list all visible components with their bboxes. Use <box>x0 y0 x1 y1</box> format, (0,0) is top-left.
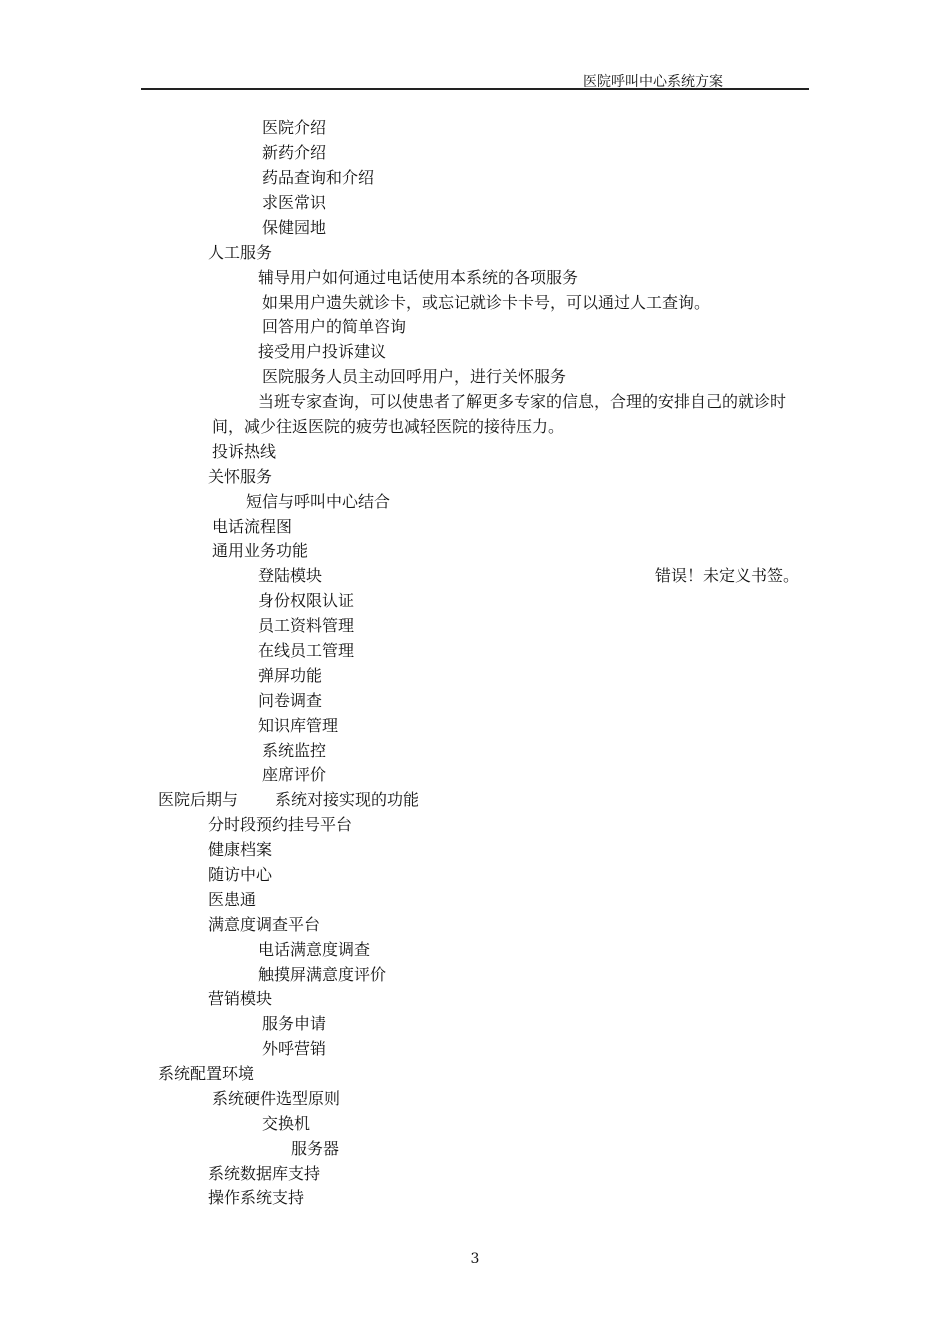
toc-item: 药品查询和介绍 <box>262 168 375 187</box>
toc-item: 电话满意度调查 <box>258 940 371 959</box>
toc-heading: 营销模块 <box>208 989 273 1008</box>
toc-item-continuation: 间，减少往返医院的疲劳也减轻医院的接待压力。 <box>212 417 565 436</box>
toc-item: 医院介绍 <box>262 118 327 137</box>
toc-item: 辅导用户如何通过电话使用本系统的各项服务 <box>258 268 579 287</box>
page-number: 3 <box>470 1251 480 1267</box>
toc-heading: 系统数据库支持 <box>208 1164 321 1183</box>
toc-heading: 投诉热线 <box>212 442 277 461</box>
toc-item: 当班专家查询，可以使患者了解更多专家的信息，合理的安排自己的就诊时 <box>258 392 787 411</box>
toc-item: 求医常识 <box>262 193 327 212</box>
toc-item: 外呼营销 <box>262 1039 327 1058</box>
toc-heading: 电话流程图 <box>212 517 293 536</box>
toc-bookmark-error: 错误！未定义书签。 <box>655 566 800 585</box>
toc-item: 医院服务人员主动回呼用户，进行关怀服务 <box>262 367 567 386</box>
toc-heading: 系统硬件选型原则 <box>212 1089 341 1108</box>
toc-item: 短信与呼叫中心结合 <box>246 492 391 511</box>
toc-item: 身份权限认证 <box>258 591 355 610</box>
toc-heading: 通用业务功能 <box>212 541 309 560</box>
toc-item: 系统监控 <box>262 741 327 760</box>
toc-item: 登陆模块 <box>258 566 323 585</box>
toc-item: 知识库管理 <box>258 716 339 735</box>
toc-item: 员工资料管理 <box>258 616 355 635</box>
toc-heading: 健康档案 <box>208 840 273 859</box>
toc-item: 服务申请 <box>262 1014 327 1033</box>
toc-item: 弹屏功能 <box>258 666 323 685</box>
header-rule <box>141 88 809 90</box>
toc-item: 保健园地 <box>262 218 327 237</box>
toc-chapter: 系统配置环境 <box>158 1064 255 1083</box>
toc-item: 接受用户投诉建议 <box>258 342 387 361</box>
toc-item: 座席评价 <box>262 765 327 784</box>
toc-heading: 关怀服务 <box>208 467 273 486</box>
toc-chapter: 医院后期与 <box>158 790 239 809</box>
toc-item: 问卷调查 <box>258 691 323 710</box>
toc-heading: 随访中心 <box>208 865 273 884</box>
toc-heading: 人工服务 <box>208 243 273 262</box>
toc-heading: 操作系统支持 <box>208 1188 305 1207</box>
toc-item: 触摸屏满意度评价 <box>258 965 387 984</box>
toc-item: 在线员工管理 <box>258 641 355 660</box>
toc-chapter-cont: 系统对接实现的功能 <box>275 790 420 809</box>
toc-item: 回答用户的简单咨询 <box>262 317 407 336</box>
header-title: 医院呼叫中心系统方案 <box>583 74 723 90</box>
toc-heading: 满意度调查平台 <box>208 915 321 934</box>
toc-item: 如果用户遗失就诊卡，或忘记就诊卡卡号，可以通过人工查询。 <box>262 293 711 312</box>
toc-heading: 医患通 <box>208 890 257 909</box>
toc-item: 新药介绍 <box>262 143 327 162</box>
toc-item: 交换机 <box>262 1114 311 1133</box>
toc-item: 服务器 <box>291 1139 340 1158</box>
toc-heading: 分时段预约挂号平台 <box>208 815 353 834</box>
